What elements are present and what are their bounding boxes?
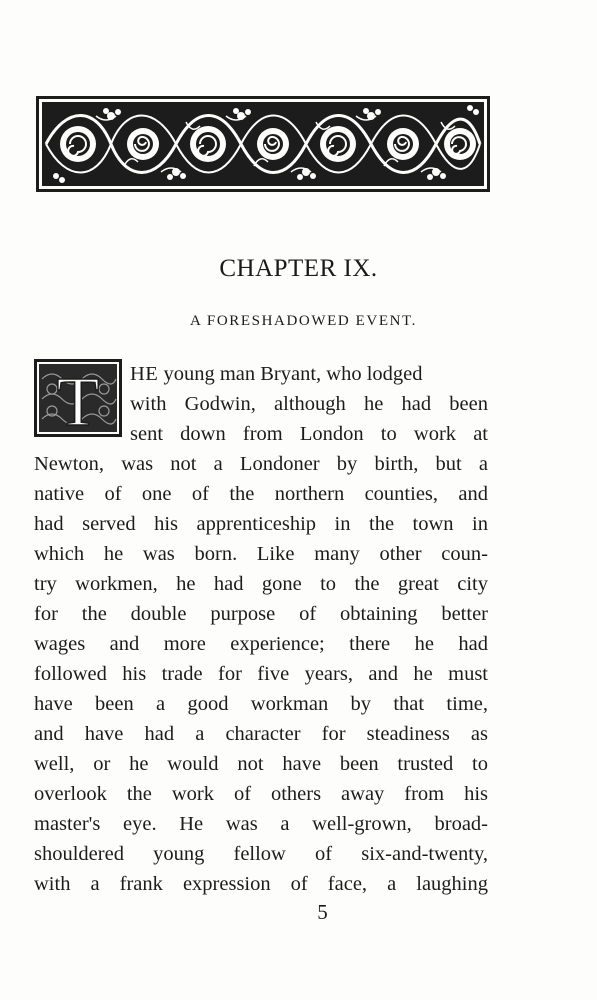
text-line-9: for the double purpose of obtaining better <box>34 603 488 625</box>
text-line-8: try workmen, he had gone to the great city <box>34 573 488 595</box>
text-line-15: overlook the work of others away from his <box>34 783 488 805</box>
text-line-11: followed his trade for five years, and he must <box>34 663 488 685</box>
text-line-13: and have had a character for steadiness as <box>34 723 488 745</box>
text-line-6: had served his apprenticeship in the town in <box>34 513 488 535</box>
text-line-10: wages and more experience; there he had <box>34 633 488 655</box>
text-line-4: Newton, was not a Londoner by birth, but a <box>34 453 488 475</box>
drop-cap-letter: T <box>56 364 100 437</box>
line-text: young man Bryant, who lodged <box>158 363 423 385</box>
text-line-3: sent down from London to work at <box>130 423 488 445</box>
drop-cap-ornament <box>34 359 122 437</box>
text-line-12: have been a good workman by that time, <box>34 693 488 715</box>
first-word-smallcaps: HE <box>130 363 159 385</box>
text-line-7: which he was born. Like many other coun- <box>34 543 488 565</box>
ornamental-headpiece <box>36 96 490 192</box>
text-line-16: master's eye. He was a well-grown, broad- <box>34 813 488 835</box>
page-number: 5 <box>317 900 328 924</box>
text-line-2: with Godwin, although he had been <box>130 393 488 415</box>
text-line-14: well, or he would not have been trusted to <box>34 753 488 775</box>
text-line-1 <box>130 359 423 389</box>
chapter-subtitle: A FORESHADOWED EVENT. <box>189 313 418 329</box>
text-line-18: with a frank expression of face, a laughing <box>34 873 488 895</box>
text-line-17: shouldered young fellow of six-and-twenty, <box>34 843 488 865</box>
text-line-5: native of one of the northern counties, and <box>34 483 488 505</box>
chapter-title: CHAPTER IX. <box>219 255 378 282</box>
